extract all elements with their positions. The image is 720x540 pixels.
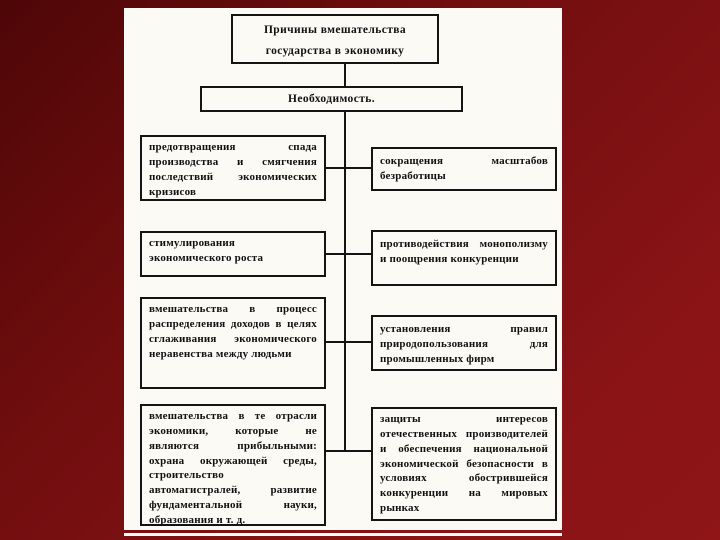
cause-text: противодействия монополизму и поощрения конкуренции: [380, 238, 548, 265]
cause-text: вмешательства в те отрасли экономики, которые не являются прибыльными: охрана окружающей среды, строительство автомагистралей, развитие фундаментальной науки, образования и т. д.: [149, 410, 317, 526]
cause-box-right-4: [371, 407, 557, 521]
cause-text: защиты интересов отечественных производителей и обеспечения национальной экономической безопасности в условиях обострившейся конкуренции на мировых рынках: [380, 413, 548, 515]
cause-text: стимулирования экономического роста: [149, 237, 264, 264]
diagram-title-box: [231, 14, 439, 64]
cause-text: вмешательства в процесс распределения доходов в целях сглаживания экономического неравенства между людьми: [149, 303, 317, 360]
cause-box-right-1: [371, 147, 557, 191]
cause-box-right-3: [371, 315, 557, 371]
cause-box-left-2: [140, 231, 326, 277]
connector-row-1: [326, 167, 371, 169]
slide-bottom-strip: [124, 533, 562, 536]
cause-box-left-1: [140, 135, 326, 201]
cause-text: сокращения масштабов безработицы: [380, 155, 548, 182]
cause-text: установления правил природопользования для промышленных фирм: [380, 323, 548, 365]
cause-box-left-3: [140, 297, 326, 389]
diagram-title: Причины вмешательства государства в экономику: [263, 24, 407, 57]
cause-box-left-4: [140, 404, 326, 526]
root-node-label: Необходимость.: [287, 93, 376, 105]
connector-row-3: [326, 341, 371, 343]
connector-title-to-root: [344, 64, 346, 86]
cause-text: предотвращения спада производства и смягчения последствий экономических кризисов: [149, 141, 317, 198]
root-node-box: [200, 86, 463, 112]
connector-row-4: [326, 450, 371, 452]
connector-row-2: [326, 253, 371, 255]
cause-box-right-2: [371, 230, 557, 286]
connector-trunk: [344, 112, 346, 452]
